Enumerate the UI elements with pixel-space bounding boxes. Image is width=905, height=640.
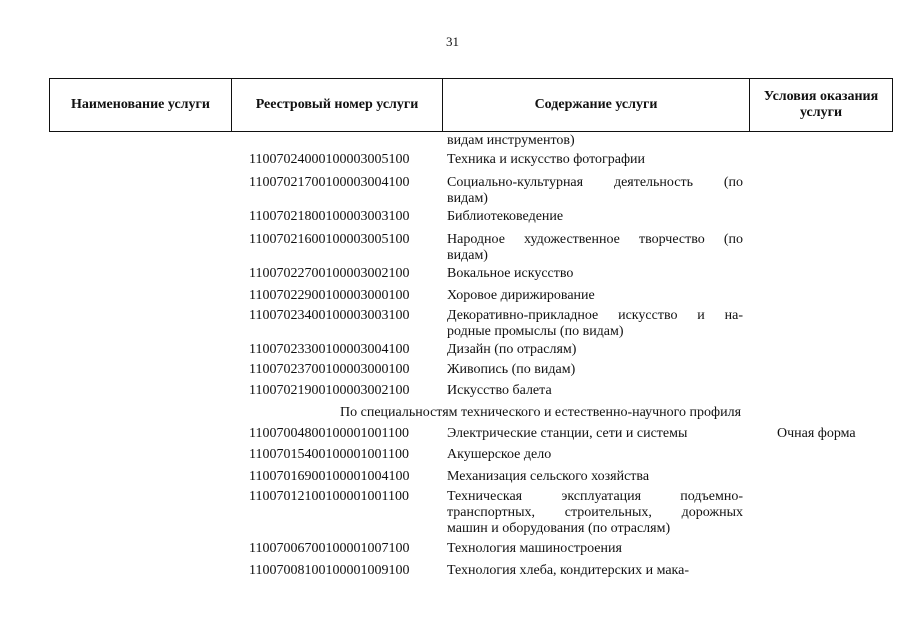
registry-number: 11007023400100003003100 [249, 308, 410, 323]
registry-number: 11007016900100001004100 [249, 469, 410, 484]
table-header [49, 78, 893, 132]
registry-number: 11007022700100003002100 [249, 266, 410, 281]
header-registry-number: Реестровый номер услуги [232, 79, 443, 131]
content-line: машин и оборудования (по отраслям) [447, 521, 671, 536]
registry-number: 11007023300100003004100 [249, 342, 410, 357]
service-content [447, 489, 743, 537]
registry-number: 11007021900100003002100 [249, 383, 410, 398]
content-line: Социально-культурная деятельность (по [447, 175, 743, 190]
service-content [447, 342, 743, 358]
registry-number: 11007023700100003000100 [249, 362, 410, 377]
service-content [447, 152, 743, 168]
service-content [447, 175, 743, 207]
service-content [447, 133, 743, 149]
registry-number: 11007022900100003000100 [249, 288, 410, 303]
content-line: Хоровое дирижирование [447, 288, 595, 303]
content-line: Механизация сельского хозяйства [447, 469, 650, 484]
content-line: Искусство балета [447, 383, 552, 398]
registry-number: 11007021700100003004100 [249, 175, 410, 190]
header-conditions-line2: услуги [799, 105, 843, 120]
service-content [447, 383, 743, 399]
registry-number: 11007021800100003003100 [249, 209, 410, 224]
header-conditions-line1: Условия оказания [763, 89, 879, 104]
section-title: По специальностям технического и естественно-научного профиля [340, 405, 742, 420]
service-content [447, 447, 743, 463]
content-line: Вокальное искусство [447, 266, 574, 281]
service-content [447, 308, 743, 340]
content-line: родные промыслы (по видам) [447, 324, 624, 339]
header-service-content: Содержание услуги [443, 79, 750, 131]
content-line: Техническая эксплуатация подъемно- [447, 489, 743, 504]
service-content [447, 426, 743, 442]
registry-number: 11007021600100003005100 [249, 232, 410, 247]
service-content [447, 541, 743, 557]
service-content [447, 209, 743, 225]
content-line: видам) [447, 248, 488, 263]
content-line: Народное художественное творчество (по [447, 232, 743, 247]
registry-number: 11007008100100001009100 [249, 563, 410, 578]
content-line: Дизайн (по отраслям) [447, 342, 577, 357]
content-line: Акушерское дело [447, 447, 552, 462]
registry-number: 11007015400100001001100 [249, 447, 409, 462]
service-content [447, 563, 743, 579]
registry-number: 11007006700100001007100 [249, 541, 410, 556]
page-number: 31 [446, 34, 459, 49]
service-content [447, 362, 743, 378]
content-line: Декоративно-прикладное искусство и на- [447, 308, 743, 323]
service-condition: Очная форма [777, 426, 856, 441]
service-content [447, 232, 743, 264]
service-content [447, 288, 743, 304]
registry-number: 11007024000100003005100 [249, 152, 410, 167]
registry-number: 11007012100100001001100 [249, 489, 409, 504]
content-line: Технология хлеба, кондитерских и мака- [447, 563, 690, 578]
content-line: Живопись (по видам) [447, 362, 576, 377]
registry-number: 11007004800100001001100 [249, 426, 409, 441]
content-line: транспортных, строительных, дорожных [447, 505, 743, 520]
content-line: Библиотековедение [447, 209, 564, 224]
content-line: Технология машиностроения [447, 541, 622, 556]
content-line: Электрические станции, сети и системы [447, 426, 688, 441]
content-line: видам инструментов) [447, 133, 575, 148]
header-service-conditions [750, 79, 892, 131]
service-content [447, 266, 743, 282]
content-line: Техника и искусство фотографии [447, 152, 646, 167]
content-line: видам) [447, 191, 488, 206]
service-content [447, 469, 743, 485]
header-service-name: Наименование услуги [50, 79, 232, 131]
